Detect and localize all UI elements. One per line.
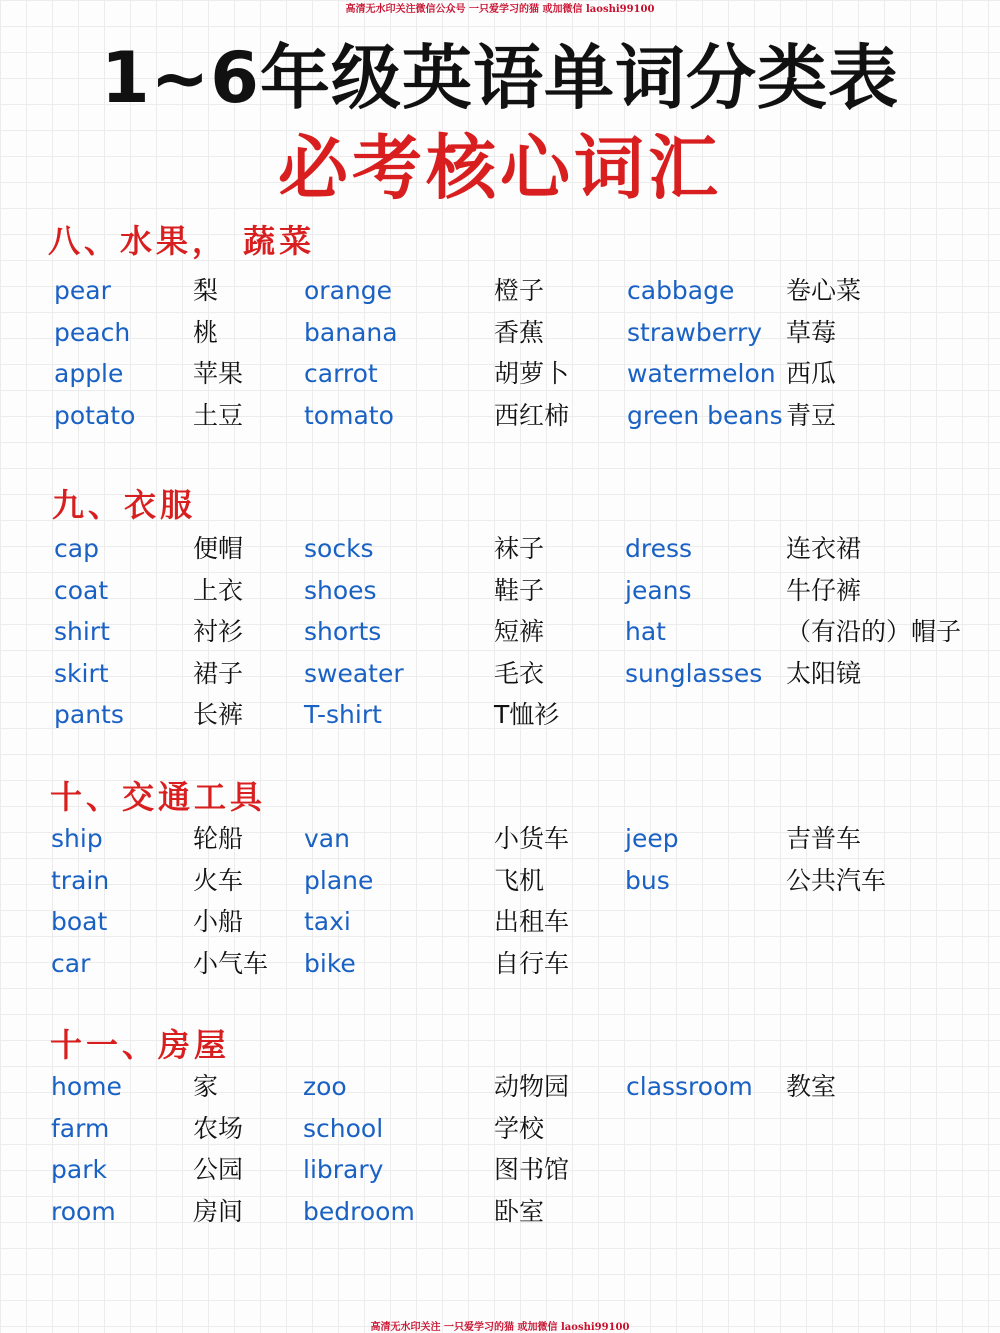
chinese-meaning: 胡萝卜 bbox=[494, 359, 570, 388]
english-word: room bbox=[51, 1197, 116, 1226]
chinese-meaning: 轮船 bbox=[193, 824, 244, 853]
english-word: car bbox=[51, 949, 91, 978]
chinese-meaning: 鞋子 bbox=[494, 576, 545, 605]
english-word: bus bbox=[625, 866, 670, 895]
section-heading: 十、交通工具 bbox=[50, 778, 267, 816]
english-word: sweater bbox=[304, 659, 404, 688]
chinese-meaning: （有沿的）帽子 bbox=[786, 617, 962, 646]
chinese-meaning: 苹果 bbox=[193, 359, 244, 388]
chinese-meaning: 橙子 bbox=[494, 276, 545, 305]
chinese-meaning: 牛仔裤 bbox=[786, 576, 862, 605]
english-word: banana bbox=[304, 318, 398, 347]
english-word: tomato bbox=[304, 401, 394, 430]
chinese-meaning: 卷心菜 bbox=[786, 276, 862, 305]
chinese-meaning: 土豆 bbox=[193, 401, 244, 430]
chinese-meaning: 家 bbox=[193, 1072, 219, 1101]
english-word: dress bbox=[625, 534, 693, 563]
english-word: cabbage bbox=[627, 276, 735, 305]
chinese-meaning: 小货车 bbox=[494, 824, 570, 853]
english-word: home bbox=[51, 1072, 122, 1101]
chinese-meaning: 农场 bbox=[193, 1114, 244, 1143]
english-word: jeep bbox=[625, 824, 679, 853]
chinese-meaning: 短裤 bbox=[494, 617, 545, 646]
english-word: T-shirt bbox=[304, 700, 382, 729]
english-word: van bbox=[304, 824, 350, 853]
english-word: bike bbox=[304, 949, 356, 978]
chinese-meaning: 长裤 bbox=[193, 700, 244, 729]
english-word: taxi bbox=[304, 907, 351, 936]
english-word: pants bbox=[54, 700, 124, 729]
english-word: pear bbox=[54, 276, 111, 305]
chinese-meaning: 袜子 bbox=[494, 534, 545, 563]
chinese-meaning: 卧室 bbox=[494, 1197, 545, 1226]
english-word: plane bbox=[304, 866, 374, 895]
chinese-meaning: 太阳镜 bbox=[786, 659, 862, 688]
chinese-meaning: 图书馆 bbox=[494, 1155, 570, 1184]
english-word: watermelon bbox=[627, 359, 776, 388]
english-word: potato bbox=[54, 401, 136, 430]
section-heading: 九、衣服 bbox=[52, 486, 197, 524]
chinese-meaning: 自行车 bbox=[494, 949, 570, 978]
chinese-meaning: 教室 bbox=[786, 1072, 837, 1101]
chinese-meaning: 房间 bbox=[193, 1197, 244, 1226]
chinese-meaning: 上衣 bbox=[193, 576, 244, 605]
english-word: classroom bbox=[626, 1072, 753, 1101]
chinese-meaning: 小气车 bbox=[193, 949, 269, 978]
english-word: boat bbox=[51, 907, 108, 936]
chinese-meaning: 草莓 bbox=[786, 318, 837, 347]
chinese-meaning: 桃 bbox=[193, 318, 219, 347]
english-word: farm bbox=[51, 1114, 110, 1143]
english-word: cap bbox=[54, 534, 99, 563]
english-word: zoo bbox=[303, 1072, 347, 1101]
english-word: bedroom bbox=[303, 1197, 415, 1226]
watermark-top: 高清无水印关注微信公众号 一只爱学习的猫 或加微信 laoshi99100 bbox=[345, 4, 655, 15]
english-word: socks bbox=[304, 534, 374, 563]
english-word: shorts bbox=[304, 617, 382, 646]
chinese-meaning: T恤衫 bbox=[494, 700, 560, 729]
english-word: train bbox=[51, 866, 110, 895]
english-word: coat bbox=[54, 576, 109, 605]
chinese-meaning: 青豆 bbox=[786, 401, 837, 430]
chinese-meaning: 吉普车 bbox=[786, 824, 862, 853]
chinese-meaning: 香蕉 bbox=[494, 318, 545, 347]
chinese-meaning: 裙子 bbox=[193, 659, 244, 688]
english-word: jeans bbox=[625, 576, 692, 605]
chinese-meaning: 小船 bbox=[193, 907, 244, 936]
english-word: peach bbox=[54, 318, 131, 347]
english-word: strawberry bbox=[627, 318, 763, 347]
english-word: skirt bbox=[54, 659, 109, 688]
watermark-bottom: 高清无水印关注 一只爱学习的猫 或加微信 laoshi99100 bbox=[370, 1322, 630, 1333]
chinese-meaning: 连衣裙 bbox=[786, 534, 862, 563]
chinese-meaning: 火车 bbox=[193, 866, 244, 895]
english-word: park bbox=[51, 1155, 107, 1184]
chinese-meaning: 学校 bbox=[494, 1114, 545, 1143]
english-word: sunglasses bbox=[625, 659, 763, 688]
english-word: orange bbox=[304, 276, 392, 305]
section-heading: 十一、房屋 bbox=[50, 1026, 231, 1064]
english-word: hat bbox=[625, 617, 666, 646]
chinese-meaning: 毛衣 bbox=[494, 659, 545, 688]
chinese-meaning: 公园 bbox=[193, 1155, 244, 1184]
english-word: shoes bbox=[304, 576, 377, 605]
english-word: green beans bbox=[627, 401, 783, 430]
chinese-meaning: 便帽 bbox=[193, 534, 244, 563]
page-title: 1~6年级英语单词分类表 bbox=[100, 37, 900, 119]
chinese-meaning: 公共汽车 bbox=[786, 866, 887, 895]
chinese-meaning: 出租车 bbox=[494, 907, 570, 936]
chinese-meaning: 衬衫 bbox=[193, 617, 244, 646]
english-word: school bbox=[303, 1114, 384, 1143]
english-word: carrot bbox=[304, 359, 378, 388]
page-subtitle: 必考核心词汇 bbox=[278, 127, 722, 209]
english-word: shirt bbox=[54, 617, 110, 646]
chinese-meaning: 飞机 bbox=[494, 866, 545, 895]
english-word: library bbox=[303, 1155, 384, 1184]
chinese-meaning: 梨 bbox=[193, 276, 219, 305]
chinese-meaning: 动物园 bbox=[494, 1072, 570, 1101]
english-word: ship bbox=[51, 824, 103, 853]
chinese-meaning: 西红柿 bbox=[494, 401, 570, 430]
chinese-meaning: 西瓜 bbox=[786, 359, 837, 388]
section-heading: 八、水果， 蔬菜 bbox=[48, 222, 316, 260]
english-word: apple bbox=[54, 359, 124, 388]
